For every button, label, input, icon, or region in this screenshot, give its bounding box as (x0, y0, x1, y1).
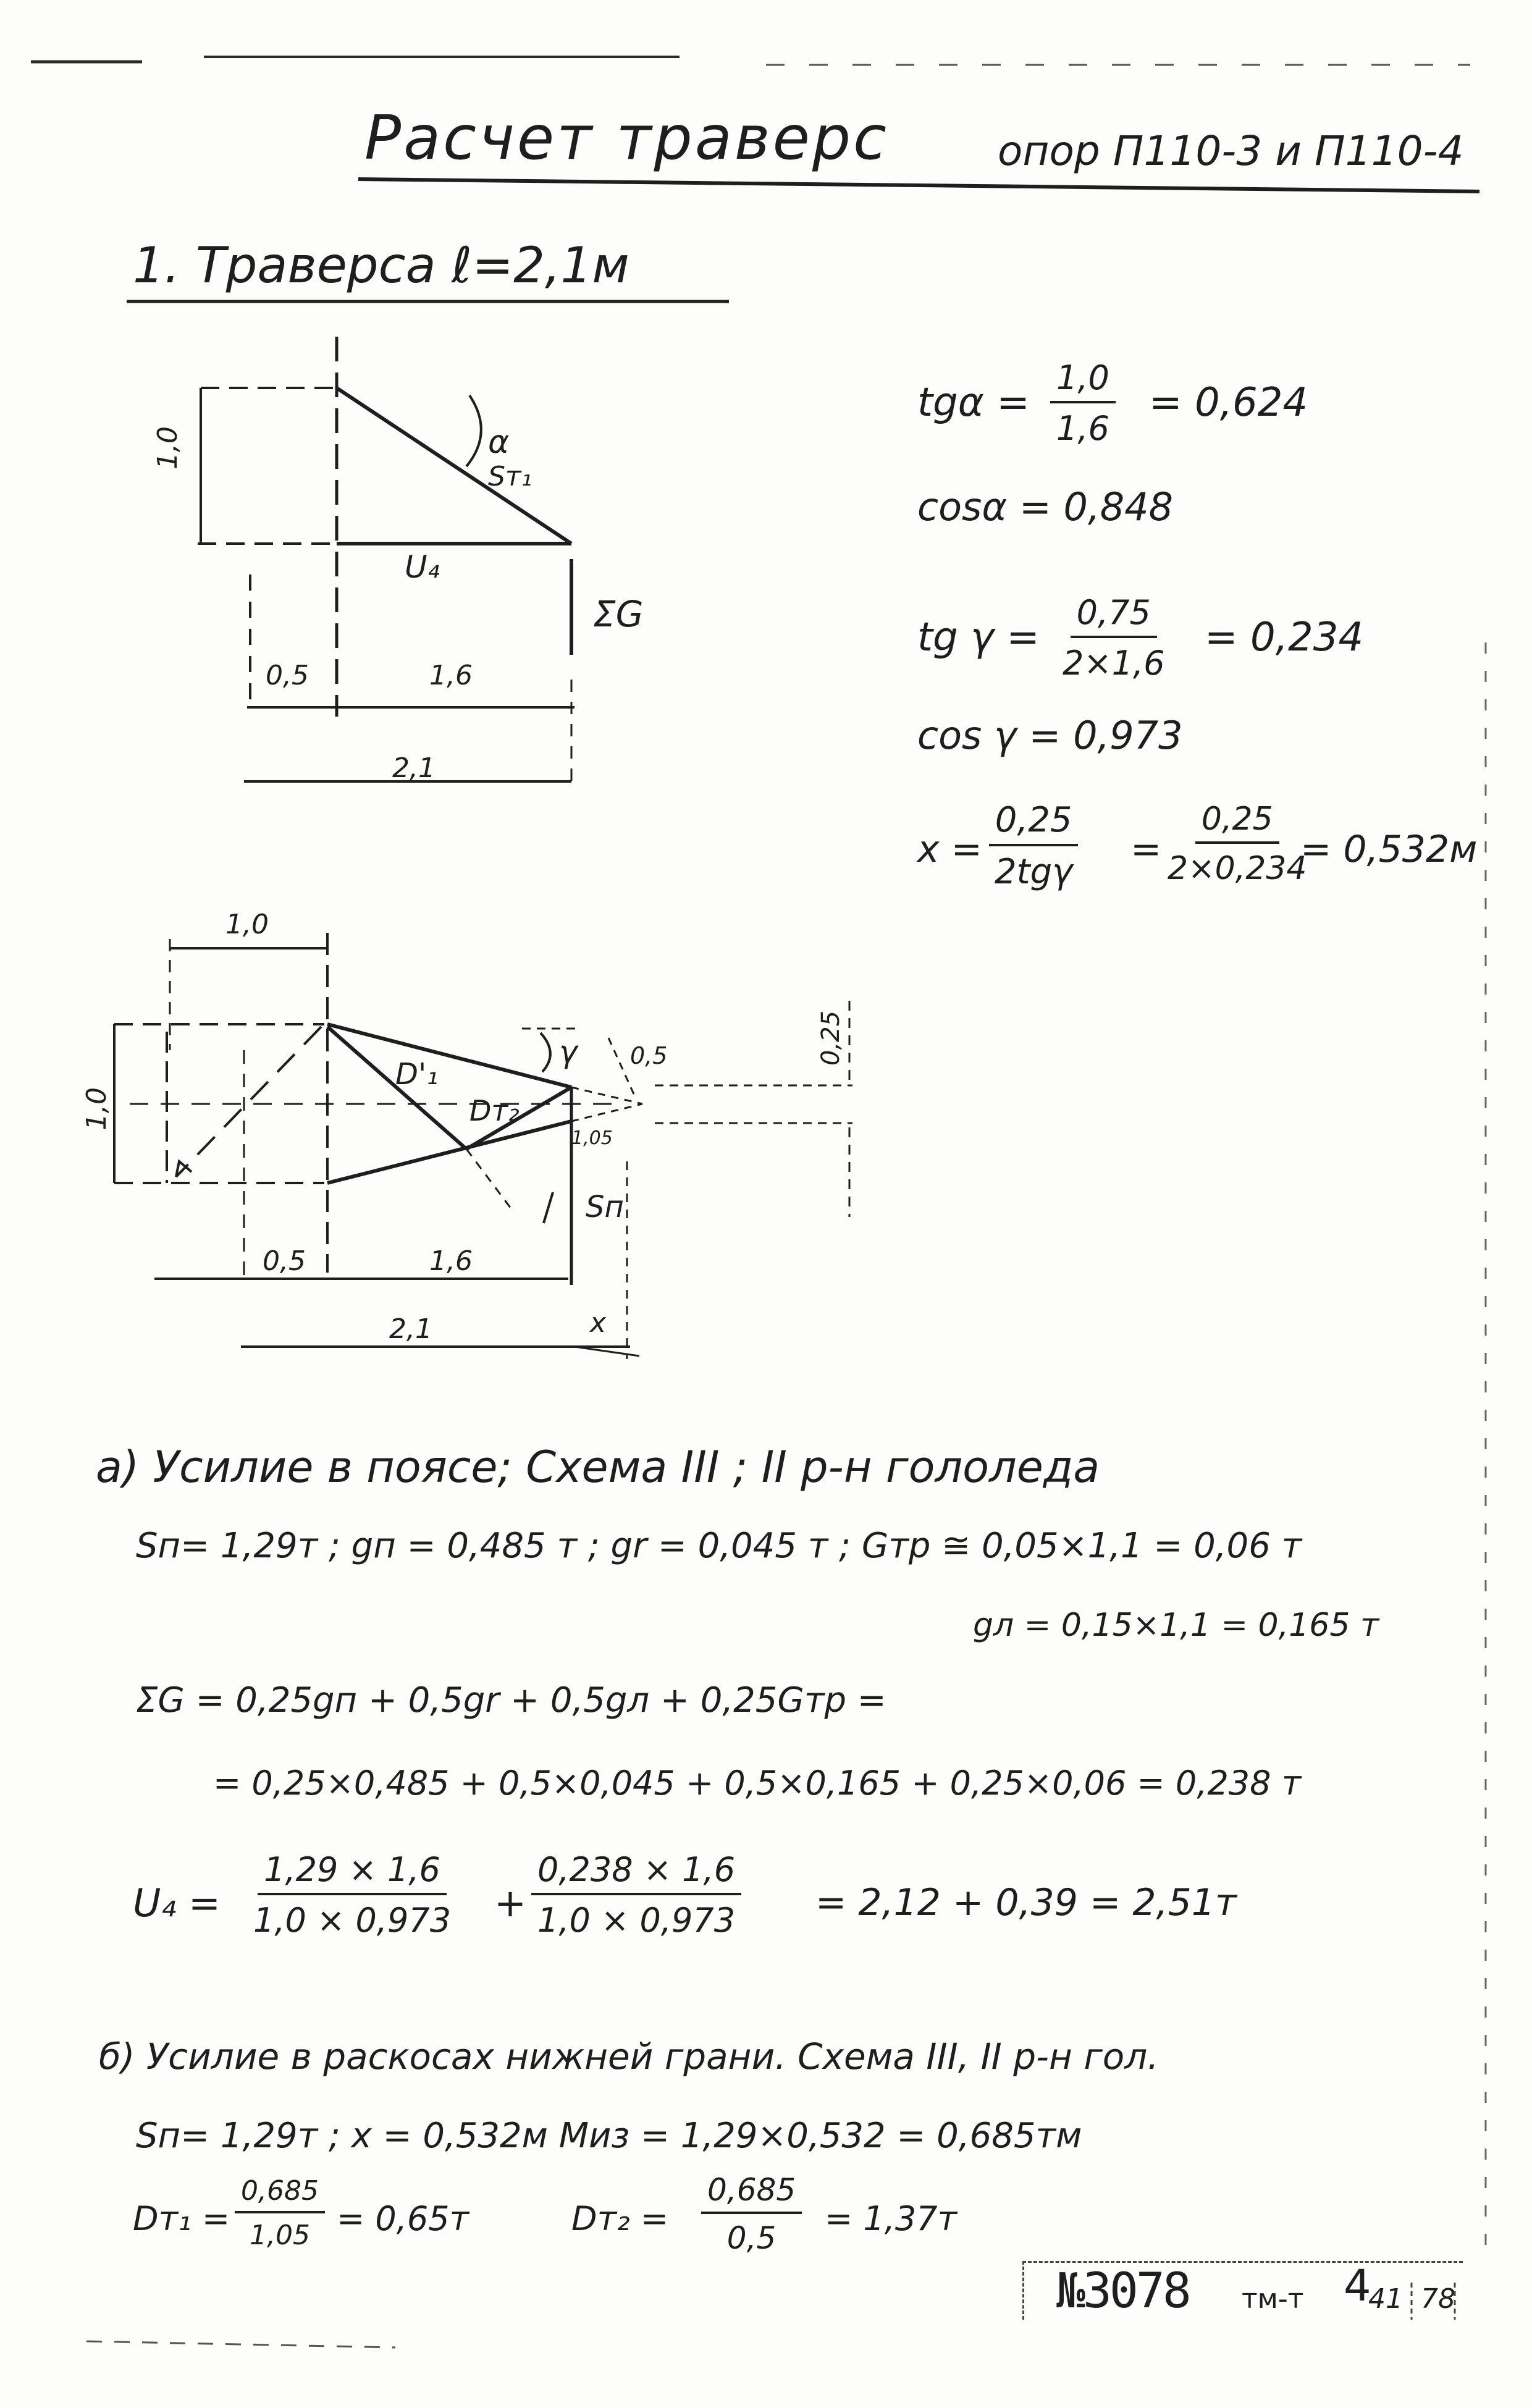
tg-gamma-lhs: tg γ = (917, 615, 1040, 660)
dim-x-label: x (590, 1307, 607, 1339)
page-title: Расчет траверс (364, 103, 889, 174)
dim-025-label: 0,25 (817, 1010, 845, 1066)
part-a-line-3: ΣG = 0,25gп + 0,5gr + 0,5gл + 0,25Gтр = (136, 1680, 886, 1720)
stamp-series: тм-т (1242, 2283, 1304, 2315)
stamp-number: №3078 (1056, 2263, 1189, 2319)
dim-05-label: 0,5 (266, 660, 309, 691)
u4-lhs: U₄ = (133, 1880, 221, 1926)
load-sum-g-label: ΣG (593, 593, 644, 635)
dim-05-right-label: 0,5 (630, 1042, 668, 1069)
dim-b-21-label: 2,1 (389, 1313, 432, 1345)
d2-lhs: Dт₂ = (571, 2199, 669, 2238)
dim-height-2: 1,0 (81, 1087, 112, 1130)
part-a-heading: а) Усилие в поясе; Схема III ; II р-н гололеда (96, 1442, 1100, 1492)
x-rhs: = 0,532м (1300, 828, 1478, 871)
member-st-label: Sт₁ (488, 461, 532, 492)
angle-alpha-label: α (488, 424, 510, 461)
u4-num-2: 0,238 × 1,6 (531, 1853, 741, 1895)
dim-height-1: 1,0 (152, 426, 183, 469)
x-num-2: 0,25 (1195, 803, 1279, 844)
tg-alpha-num: 1,0 (1050, 361, 1116, 403)
member-u-label: U₄ (405, 549, 440, 585)
stamp-year: 78 (1421, 2283, 1455, 2315)
d1-lhs: Dт₁ = (133, 2199, 230, 2238)
stamp-sheet: 4 (1344, 2260, 1371, 2311)
u4-den-2: 1,0 × 0,973 (537, 1901, 736, 1940)
tg-gamma-num: 0,75 (1071, 596, 1157, 638)
d2-num: 0,685 (701, 2174, 802, 2214)
u4-rhs: = 2,12 + 0,39 = 2,51т (815, 1881, 1237, 1924)
part-a-line-2: gл = 0,15×1,1 = 0,165 т (973, 1607, 1379, 1644)
tg-alpha-lhs: tgα = (917, 380, 1030, 426)
dim-b-05-label: 0,5 (263, 1245, 306, 1277)
force-sn-label: Sп (586, 1190, 624, 1224)
part-a-line-4: = 0,25×0,485 + 0,5×0,045 + 0,5×0,165 + 0,25×0,06 = 0,238 т (213, 1764, 1302, 1803)
dim-top-10-label: 1,0 (225, 909, 269, 940)
tg-gamma-rhs: = 0,234 (1205, 615, 1364, 660)
member-d2-label: Dт₂ (469, 1094, 520, 1127)
section-heading: 1. Траверса ℓ=2,1м (133, 237, 629, 294)
d1-rhs: = 0,65т (337, 2199, 469, 2238)
u4-num-1: 1,29 × 1,6 (258, 1853, 447, 1895)
cos-alpha: cosα = 0,848 (917, 484, 1174, 529)
page-title-suffix: опор П110-3 и П110-4 (998, 127, 1464, 175)
cos-gamma: cos γ = 0,973 (917, 713, 1183, 758)
stamp-page: 41 (1368, 2283, 1403, 2315)
u4-den-1: 1,0 × 0,973 (253, 1901, 452, 1940)
angle-gamma-label: γ (559, 1034, 578, 1070)
dim-b-16-label: 1,6 (429, 1245, 473, 1277)
part-b-line-1: Sп= 1,29т ; x = 0,532м Mиз = 1,29×0,532 = 0,685тм (136, 2116, 1082, 2156)
x-num-1: 0,25 (989, 803, 1079, 846)
d1-num: 0,685 (235, 2178, 325, 2213)
tg-alpha-den: 1,6 (1056, 409, 1109, 448)
d2-den: 0,5 (726, 2220, 777, 2256)
part-a-line-1: Sп= 1,29т ; gп = 0,485 т ; gr = 0,045 т ; Gтр ≅ 0,05×1,1 = 0,06 т (136, 1526, 1302, 1566)
member-d1-label: D'₁ (395, 1057, 439, 1092)
d2-rhs: = 1,37т (825, 2199, 958, 2238)
dim-21-label: 2,1 (392, 752, 436, 784)
dim-16-label: 1,6 (429, 660, 473, 691)
x-lhs: x = (917, 828, 982, 871)
part-b-heading: б) Усилие в раскосах нижней грани. Схема III, II р-н гол. (99, 2035, 1159, 2078)
d1-den: 1,05 (250, 2220, 310, 2251)
x-den-1: 2tgγ (995, 852, 1073, 892)
tg-alpha-rhs: = 0,624 (1149, 380, 1308, 426)
x-eq: = (1130, 828, 1162, 871)
u4-plus: + (494, 1880, 526, 1926)
x-den-2: 2×0,234 (1168, 850, 1307, 887)
tg-gamma-den: 2×1,6 (1063, 644, 1165, 683)
dim-105-label: 1,05 (571, 1127, 613, 1149)
